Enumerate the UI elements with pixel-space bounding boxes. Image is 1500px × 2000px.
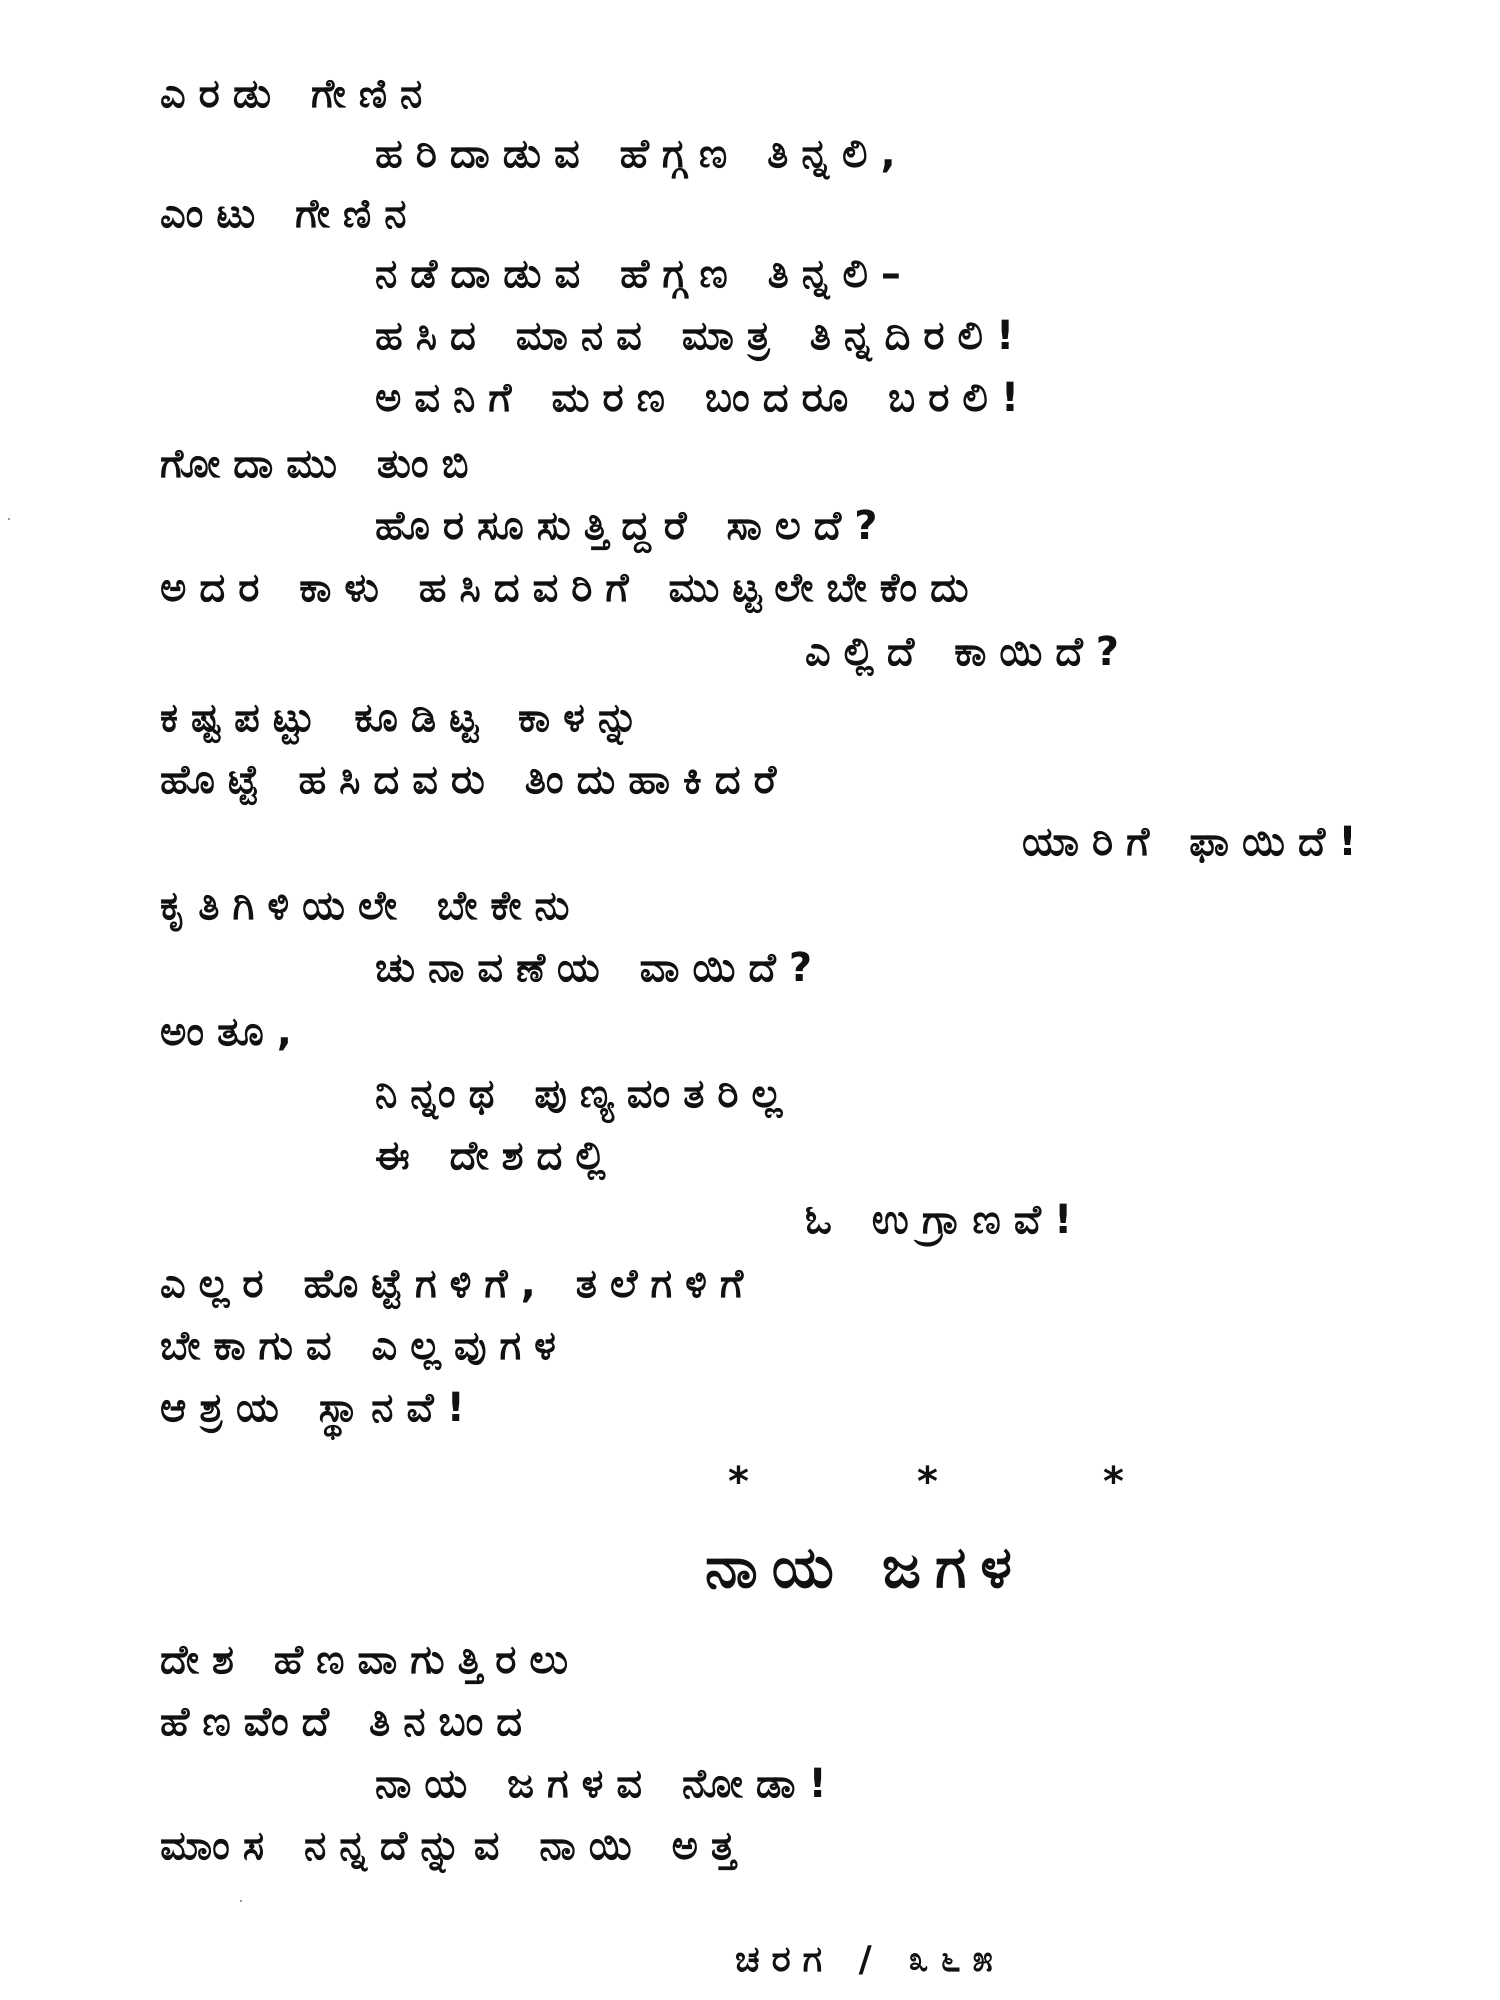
poem-line: ಯಾರಿಗೆ ಫಾಯಿದೆ! [1022,819,1370,865]
poem-line: ನಿನ್ನಂಥ ಪುಣ್ಯವಂತರಿಲ್ಲ [375,1071,796,1117]
poem-line: ಚುನಾವಣೆಯ ವಾಯಿದೆ? [375,945,826,991]
poem-line: ಕೃತಿಗಿಳಿಯಲೇ ಬೇಕೇನು [160,883,583,929]
poem-line: ಹೆಣವೆಂದೆ ತಿನಬಂದ [160,1699,536,1745]
poem-line: ಎರಡು ಗೇಣಿನ [160,71,436,117]
poem-line: ಓ ಉಗ್ರಾಣವೆ! [805,1197,1086,1243]
poem-line: ಗೋದಾಮು ತುಂಬಿ [160,441,482,487]
poem-line: ಈ ದೇಶದಲ್ಲಿ [375,1133,619,1179]
separator-star: * [917,1459,938,1505]
poem-line: ಎಲ್ಲರ ಹೊಟ್ಟೆಗಳಿಗೆ, ತಲೆಗಳಿಗೆ [160,1261,757,1307]
poem-line: ಕಷ್ಟಪಟ್ಟು ಕೂಡಿಟ್ಟ ಕಾಳನ್ನು [160,695,652,741]
poem-line: ದೇಶ ಹೆಣವಾಗುತ್ತಿರಲು [160,1637,582,1683]
poem-title: ನಾಯ ಜಗಳ [705,1533,1026,1601]
poem-line: ಅಂತೂ, [160,1009,305,1055]
poem-line: ನಾಯ ಜಗಳವ ನೋಡಾ! [375,1761,840,1807]
poem-line: ಹೊರಸೂಸುತ್ತಿದ್ದರೆ ಸಾಲದೆ? [375,503,891,549]
separator-star: * [1103,1459,1124,1505]
poem-line: ಅವನಿಗೆ ಮರಣ ಬಂದರೂ ಬರಲಿ! [375,375,1033,421]
poem-line: ಎಂಟು ಗೇಣಿನ [160,191,420,237]
poem-line: ಮಾಂಸ ನನ್ನದೆನ್ನುವ ನಾಯಿ ಅತ್ತ [160,1823,749,1869]
poem-line: ಹೊಟ್ಟೆ ಹಸಿದವರು ತಿಂದುಹಾಕಿದರೆ [160,757,790,803]
separator-star: * [728,1459,749,1505]
poem-line: ಬೇಕಾಗುವ ಎಲ್ಲವುಗಳ [160,1323,569,1369]
poem-line: ನಡೆದಾಡುವ ಹೆಗ್ಗಣ ತಿನ್ನಲಿ– [375,251,914,297]
poem-line: ಹಸಿದ ಮಾನವ ಮಾತ್ರ ತಿನ್ನದಿರಲಿ! [375,313,1028,359]
poem-line: ಹರಿದಾಡುವ ಹೆಗ್ಗಣ ತಿನ್ನಲಿ, [375,131,909,177]
scan-speck [8,518,10,520]
poem-line: ಅದರ ಕಾಳು ಹಸಿದವರಿಗೆ ಮುಟ್ಟಲೇಬೇಕೆಂದು [160,565,982,611]
scan-speck [240,1900,242,1902]
poem-line: ಎಲ್ಲಿದೆ ಕಾಯಿದೆ? [805,629,1133,675]
page-footer: ಚರಗ / ೩೬೫ [735,1939,1005,1980]
poem-line: ಆಶ್ರಯ ಸ್ಥಾನವೆ! [160,1385,478,1431]
